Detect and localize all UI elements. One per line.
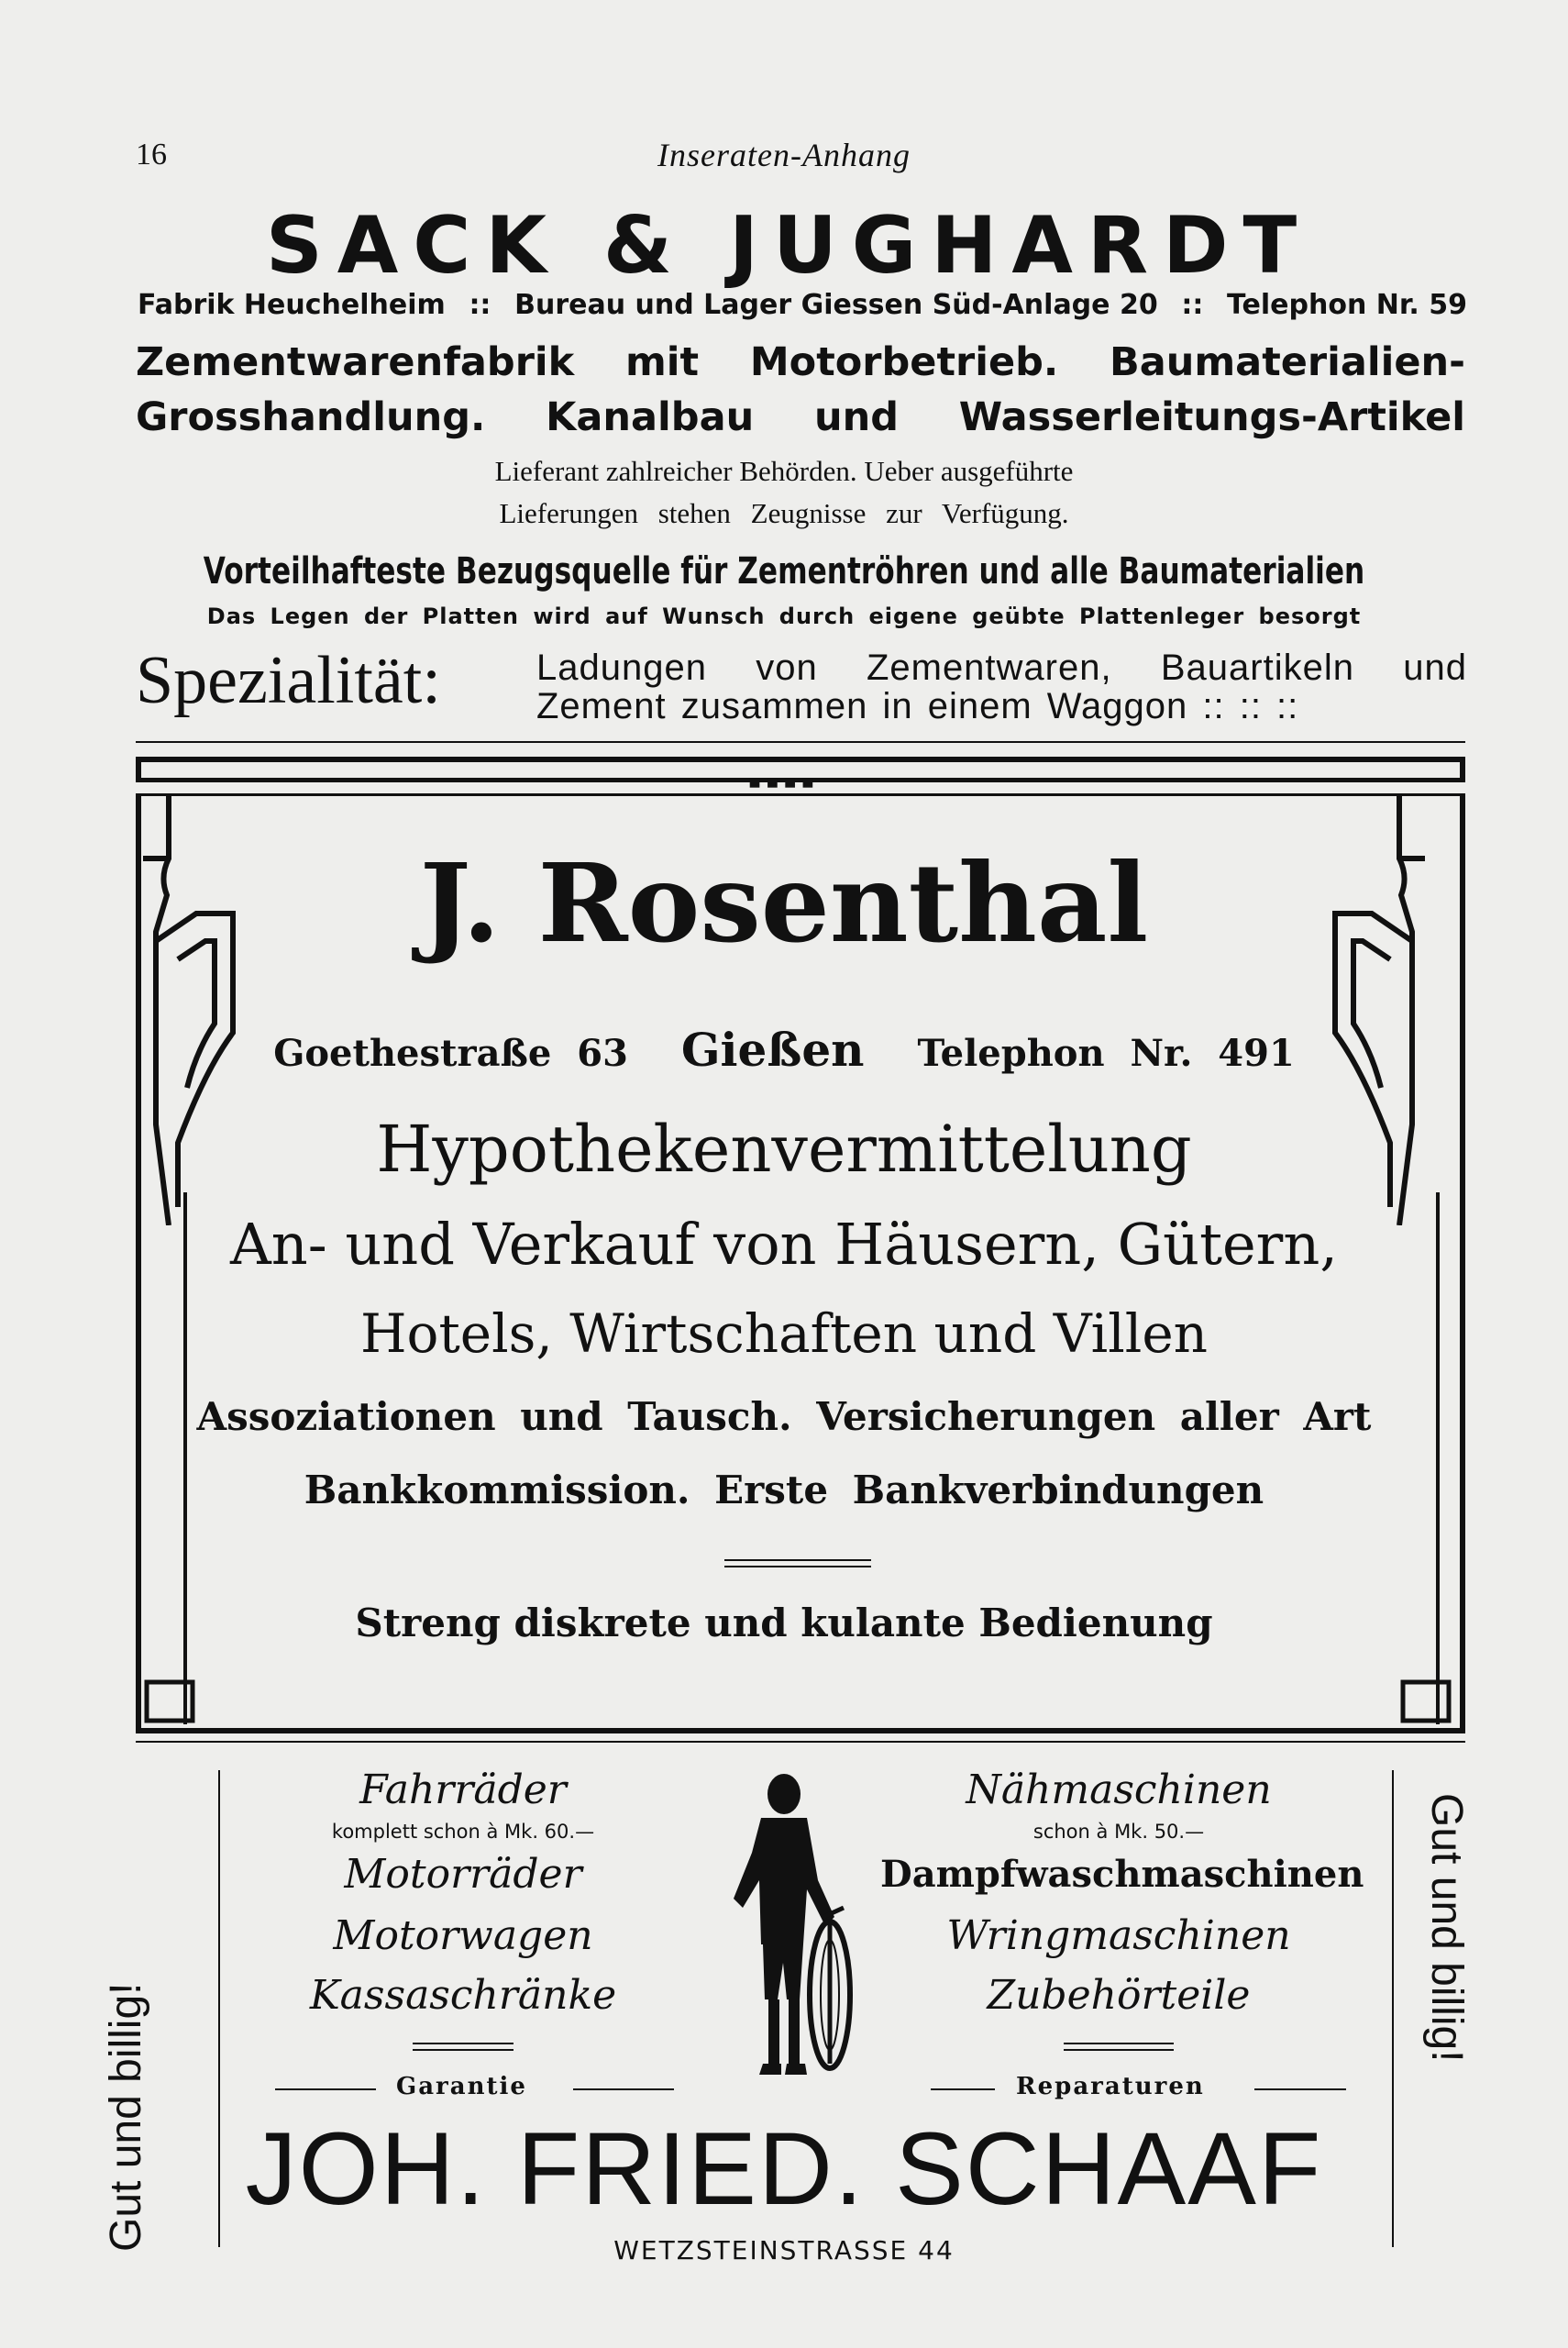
sj-word: Baumaterialien- <box>1109 339 1465 385</box>
sj-word: Ladungen <box>536 648 707 688</box>
sj-word: Kanalbau <box>546 394 755 440</box>
rosenthal-street: Goethestraße 63 <box>273 1032 628 1075</box>
rosenthal-bank: Bankkommission. Erste Bankverbindungen <box>304 1468 1264 1512</box>
sj-word: Wasserleitungs-Artikel <box>958 394 1465 440</box>
item-wringers: Wringmaschinen <box>946 1912 1291 1959</box>
slogan-left: Gut und billig! <box>102 1982 150 2252</box>
sj-headline-line2 <box>136 394 1465 440</box>
guarantee-rule-left <box>275 2088 376 2090</box>
cyclist-illustration <box>715 1770 880 2100</box>
rosenthal-hotels: Hotels, Wirtschaften und Villen <box>359 1302 1209 1365</box>
sj-address-factory: Fabrik Heuchelheim <box>138 289 446 321</box>
sj-word: von <box>756 648 818 688</box>
sj-title: SACK & JUGHARDT <box>265 200 1312 292</box>
rosenthal-buy-sell: An- und Verkauf von Häusern, Gütern, <box>230 1211 1338 1278</box>
schaaf-name: JOH. FRIED. SCHAAF <box>245 2111 1323 2226</box>
corner-ornament-bottom-left <box>141 1678 202 1728</box>
schaaf-double-rule-left <box>413 2043 513 2051</box>
sj-address-telephone: Telephon Nr. 59 <box>1227 289 1467 321</box>
sj-speciality-line2: Zement zusammen in einem Waggon :: :: :: <box>536 686 1299 726</box>
sj-word: Motorbetrieb. <box>749 339 1059 385</box>
schaaf-double-rule-right <box>1064 2043 1174 2051</box>
sj-address-sep: :: <box>469 289 491 321</box>
sj-word: Grosshandlung. <box>136 394 486 440</box>
schaaf-street: WETZSTEINSTRASSE 44 <box>613 2235 955 2265</box>
sj-speciality-line1 <box>536 649 1467 686</box>
item-steam-washers: Dampfwaschmaschinen <box>880 1853 1364 1896</box>
item-motorcars: Motorwagen <box>333 1912 593 1959</box>
rosenthal-telephone: Telephon Nr. 491 <box>917 1032 1295 1075</box>
rosenthal-address <box>0 1023 1568 1077</box>
rosenthal-city: Gießen <box>680 1023 865 1077</box>
corner-ornament-bottom-right <box>1394 1678 1454 1728</box>
sj-supplier-line1: Lieferant zahlreicher Behörden. Ueber ausgeführte <box>494 455 1074 487</box>
rosenthal-discreet: Streng diskrete und kulante Bedienung <box>355 1600 1213 1645</box>
label-repairs: Reparaturen <box>1016 2073 1205 2100</box>
slogan-right: Gut und billig! <box>1422 1793 1471 2063</box>
running-head: Inseraten-Anhang <box>657 137 911 173</box>
sj-laying-note: Das Legen der Platten wird auf Wunsch durch eigene geübte Plattenleger besorgt <box>206 604 1362 629</box>
rosenthal-mortgage: Hypothekenvermittelung <box>376 1112 1192 1187</box>
item-accessories: Zubehörteile <box>987 1972 1251 2019</box>
sj-word: Zementwarenfabrik <box>136 339 575 385</box>
sj-word: und <box>1403 648 1467 688</box>
sj-speciality-label: Spezialität: <box>136 643 441 718</box>
divider-rule <box>136 741 1465 743</box>
item-safes: Kassaschränke <box>309 1972 617 2019</box>
sj-address-sep: :: <box>1181 289 1204 321</box>
price-bicycles: komplett schon à Mk. 60.— <box>331 1821 595 1843</box>
item-bicycles: Fahrräder <box>359 1767 567 1813</box>
sj-address-bureau: Bureau und Lager Giessen Süd-Anlage 20 <box>514 289 1158 321</box>
sj-word: mit <box>625 339 700 385</box>
rosenthal-double-rule <box>724 1559 871 1567</box>
repairs-rule-right <box>1254 2088 1346 2090</box>
rosenthal-associations: Assoziationen und Tausch. Versicherungen aller Art <box>196 1394 1372 1439</box>
sj-word: und <box>813 394 899 440</box>
ornament-squares: ■■■■ <box>748 770 820 793</box>
sj-address <box>138 289 1467 321</box>
sj-headline-line1 <box>136 339 1465 385</box>
sj-word: Bauartikeln <box>1160 648 1354 688</box>
label-guarantee: Garantie <box>396 2073 527 2100</box>
guarantee-rule-right <box>573 2088 674 2090</box>
rosenthal-name: J. Rosenthal <box>419 839 1149 967</box>
price-sewing: schon à Mk. 50.— <box>1032 1821 1205 1843</box>
item-sewing-machines: Nähmaschinen <box>966 1767 1272 1813</box>
item-motorbikes: Motorräder <box>344 1851 582 1898</box>
repairs-rule-left <box>931 2088 995 2090</box>
sj-supplier-line2: Lieferungen stehen Zeugnisse zur Verfügung. <box>499 497 1069 529</box>
page-number: 16 <box>136 138 167 172</box>
sj-best-source: Vorteilhafteste Bezugsquelle für Zementröhren und alle Baumaterialien <box>203 550 1365 593</box>
sj-word: Zementwaren, <box>866 648 1112 688</box>
divider-rule <box>136 1741 1465 1743</box>
